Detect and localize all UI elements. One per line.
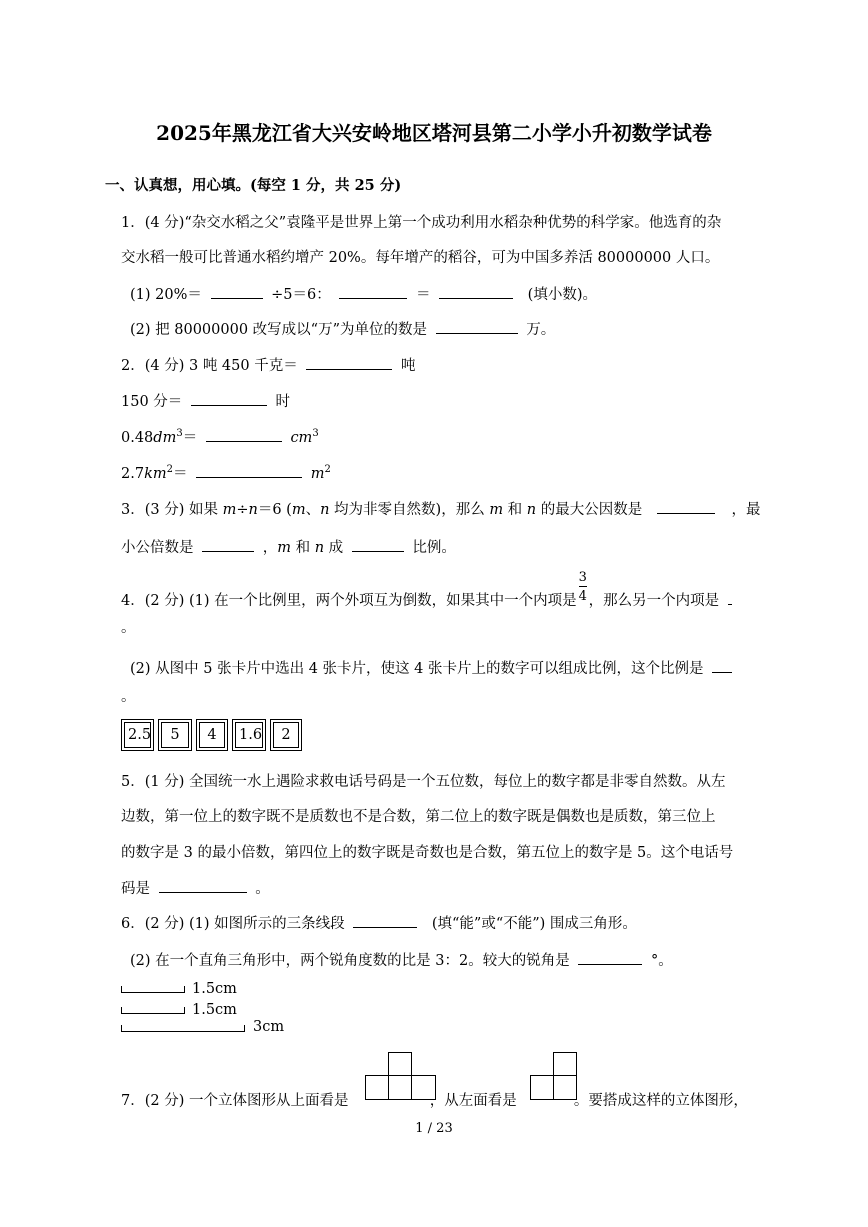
question-2-line1 [121, 354, 415, 375]
q4-text: (2) 从图中 5 张卡片中选出 4 张卡片，使这 4 张卡片上的数字可以组成比例，这个比例是 [130, 661, 704, 677]
q7-text: 。要搭成这样的立体图形， [573, 1093, 748, 1109]
q2-unit: m [310, 466, 325, 482]
q4-text: ，那么另一个内项是 [588, 593, 720, 609]
q3-text: 3．(3 分) 如果 [121, 502, 223, 518]
q3-var: m [277, 540, 291, 556]
q5-text: 。 [255, 881, 270, 897]
q4-text: 4．(2 分) (1) 在一个比例里，两个外项互为倒数，如果其中一个内项是 [121, 593, 577, 609]
fraction [577, 570, 589, 605]
q3-var: n [526, 502, 537, 518]
card-value: 2.5 [124, 722, 151, 748]
question-1-line2: 交水稻一般可比普通水稻约增产 20%。每年增产的稻谷，可为中国多养活 80000000 人口。 [121, 250, 720, 266]
q3-text: 、 [305, 502, 321, 518]
q3-text: 小公倍数是 [121, 540, 194, 556]
q1-sub2-text-a: (2) 把 80000000 改写成以“万”为单位的数是 [130, 322, 427, 338]
q3-var: n [314, 540, 325, 556]
q1-sub1-text-a: (1) 20%＝ [130, 287, 202, 303]
answer-blank[interactable] [352, 537, 404, 552]
number-card [121, 719, 154, 751]
grid-cell [553, 1052, 577, 1076]
answer-blank[interactable] [159, 878, 247, 893]
q6-text: 6．(2 分) (1) 如图所示的三条线段 [121, 916, 345, 932]
q2-exponent: 3 [176, 428, 183, 440]
segment-label: 3cm [253, 1019, 285, 1035]
answer-blank[interactable] [206, 427, 282, 442]
card-value: 5 [161, 722, 189, 748]
question-4-line2 [130, 657, 736, 678]
page-number: 1 / 23 [415, 1121, 453, 1136]
question-6-line2 [130, 949, 673, 970]
q3-text: 均为非零自然数)，那么 [329, 502, 490, 518]
q2-equals: ＝ [182, 430, 198, 446]
card-row [121, 719, 302, 751]
q1-sub1-text-d: (填小数)。 [527, 287, 597, 303]
top-view-figure [365, 1052, 437, 1100]
q7-text: 7．(2 分) 一个立体图形从上面看是 [121, 1093, 349, 1109]
q2-text: 2．(4 分) 3 吨 450 千克＝ [121, 358, 298, 374]
q3-var: n [248, 502, 258, 518]
number-card [158, 719, 192, 751]
question-5-line3: 的数字是 3 的最小倍数，第四位上的数字既是奇数也是合数，第五位上的数字是 5。这个电话号 [121, 845, 734, 861]
q3-text: ， [262, 540, 278, 556]
card-value: 4 [199, 722, 225, 748]
q2-unit: 时 [275, 394, 291, 410]
question-4-line2-end: 。 [121, 689, 136, 705]
answer-blank[interactable] [196, 463, 302, 478]
q2-text: 150 分＝ [121, 394, 183, 410]
q3-text: 和 [503, 502, 527, 518]
question-5-line4 [121, 877, 270, 898]
q3-text: 比例。 [412, 540, 456, 556]
grid-cell [388, 1052, 412, 1076]
q2-exponent: 3 [312, 428, 319, 440]
q3-text: 成 [324, 540, 344, 556]
question-1-line1: 1．(4 分)“杂交水稻之父”袁隆平是世界上第一个成功利用水稻杂种优势的科学家。他选育的杂 [121, 215, 722, 231]
answer-blank[interactable] [436, 319, 518, 334]
q2-unit: km [144, 466, 167, 482]
number-card [232, 719, 266, 751]
q3-var: m [291, 502, 306, 518]
question-3-line1 [121, 498, 760, 519]
question-6-line1 [121, 912, 637, 933]
q1-sub1-text-b: ÷5＝6： [271, 287, 331, 303]
q3-var: m [489, 502, 504, 518]
q2-exponent: 2 [166, 464, 173, 476]
q3-text: ，最 [731, 502, 761, 518]
grid-cell [411, 1075, 436, 1100]
q1-sub1-text-c: ＝ [415, 287, 431, 303]
q6-text: (填“能”或“不能”) 围成三角形。 [431, 916, 637, 932]
q2-equals: ＝ [172, 466, 188, 482]
q2-exponent: 2 [324, 464, 331, 476]
question-5-line2: 边数，第一位上的数字既不是质数也不是合数，第二位上的数字既是偶数也是质数，第三位上 [121, 809, 716, 825]
q6-text: (2) 在一个直角三角形中，两个锐角度数的比是 3：2。较大的锐角是 [130, 953, 570, 969]
answer-blank[interactable] [728, 590, 732, 605]
line-segment [121, 986, 185, 993]
question-2-line3 [121, 426, 319, 447]
fraction-numerator: 3 [578, 570, 587, 585]
answer-blank[interactable] [578, 950, 642, 965]
answer-blank[interactable] [657, 499, 715, 514]
question-2-line2 [121, 390, 290, 411]
question-4-line1-end: 。 [121, 620, 136, 636]
answer-blank[interactable] [211, 284, 263, 299]
q3-text: ＝6 ( [257, 502, 292, 518]
q3-text: 和 [290, 540, 315, 556]
grid-cell [553, 1075, 577, 1100]
q2-unit: dm [153, 430, 177, 446]
number-card [270, 719, 302, 751]
segment-label: 1.5cm [192, 1002, 237, 1018]
fraction-denominator: 4 [578, 589, 587, 604]
q2-value: 2.7 [121, 466, 145, 482]
card-value: 1.6 [235, 722, 263, 748]
q3-text: 的最大公因数是 [536, 502, 643, 518]
answer-blank[interactable] [202, 537, 254, 552]
grid-cell [365, 1075, 389, 1100]
q1-sub2-text-b: 万。 [526, 322, 556, 338]
answer-blank[interactable] [339, 284, 407, 299]
question-1-sub2 [130, 318, 555, 339]
q3-var: n [320, 502, 330, 518]
q7-text: ，从左面看是 [429, 1093, 517, 1109]
answer-blank[interactable] [712, 658, 732, 673]
answer-blank[interactable] [439, 284, 513, 299]
number-card [196, 719, 228, 751]
line-segment [121, 1007, 185, 1014]
line-segment [121, 1025, 245, 1032]
q5-text: 码是 [121, 881, 150, 897]
q3-text: ÷ [236, 502, 249, 518]
q2-unit: cm [290, 430, 313, 446]
answer-blank[interactable] [191, 391, 267, 406]
left-view-figure [530, 1052, 578, 1100]
q3-var: m [222, 502, 237, 518]
answer-blank[interactable] [306, 355, 392, 370]
question-5-line1: 5．(1 分) 全国统一水上遇险求救电话号码是一个五位数，每位上的数字都是非零自然数。从左 [121, 774, 726, 790]
question-2-line4 [121, 462, 331, 483]
section-heading: 一、认真想，用心填。(每空 1 分，共 25 分) [105, 177, 402, 194]
grid-cell [388, 1075, 412, 1100]
card-value: 2 [273, 722, 299, 748]
fraction-bar [579, 586, 587, 587]
question-3-line2 [121, 536, 456, 557]
question-4-line1 [121, 570, 736, 610]
question-1-sub1 [130, 283, 597, 304]
q6-text: °。 [650, 953, 673, 969]
segment-label: 1.5cm [192, 981, 237, 997]
grid-cell [530, 1075, 554, 1100]
page-title: 2025年黑龙江省大兴安岭地区塔河县第二小学小升初数学试卷 [156, 121, 712, 145]
q2-unit: 吨 [400, 358, 416, 374]
answer-blank[interactable] [353, 913, 417, 928]
q2-value: 0.48 [121, 430, 154, 446]
